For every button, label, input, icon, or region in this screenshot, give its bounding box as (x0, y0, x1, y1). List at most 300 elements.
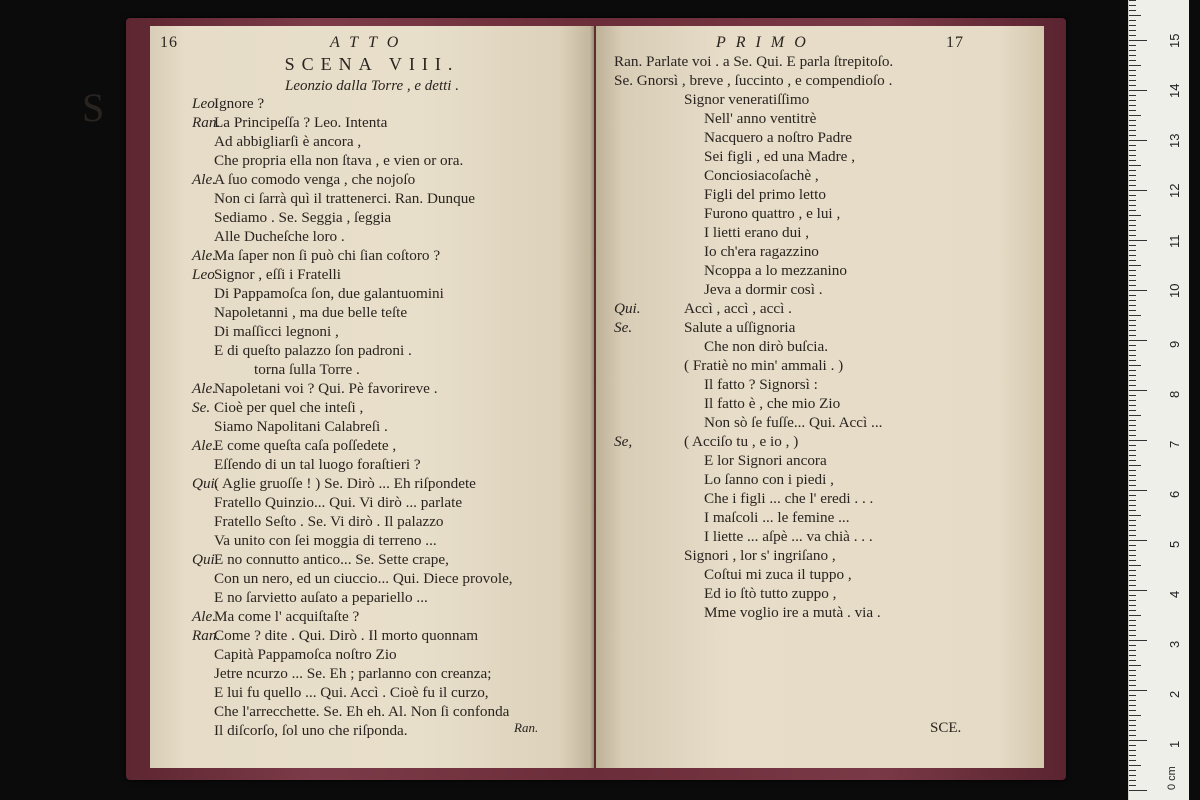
ruler-tick (1129, 385, 1136, 386)
text-line (192, 702, 509, 721)
text-line: Ale.E come queſta caſa poſſedete , (192, 437, 397, 454)
line-text: Ignore ? (214, 95, 265, 112)
ruler-tick (1129, 375, 1136, 376)
ruler-tick (1129, 75, 1136, 76)
ruler-tick (1129, 320, 1136, 321)
ruler-tick (1129, 790, 1147, 791)
ruler-tick (1129, 115, 1141, 116)
text-line: Ran.La Principeſſa ? Leo. Intenta (192, 114, 388, 131)
ruler-tick (1129, 135, 1136, 136)
ruler-tick (1129, 410, 1136, 411)
ruler-number: 15 (1167, 33, 1182, 48)
text-line (614, 90, 809, 109)
line-text: Mme voglio ire a mutà . via . (704, 604, 881, 621)
line-text: E no connutto antico... Se. Sette crape, (214, 551, 449, 568)
ruler-tick (1129, 625, 1136, 626)
ruler-tick (1129, 145, 1136, 146)
ruler-tick (1129, 465, 1141, 466)
ruler-tick (1129, 425, 1136, 426)
ruler-tick (1129, 390, 1147, 391)
ruler-number: 10 (1167, 283, 1182, 298)
ruler-tick (1129, 775, 1136, 776)
ruler-tick (1129, 445, 1136, 446)
text-line (614, 52, 893, 71)
ruler-tick (1129, 295, 1136, 296)
text-line (192, 512, 444, 531)
text-line (614, 109, 816, 128)
ruler-tick (1129, 185, 1136, 186)
line-text: Il fatto ? Signorsì : (704, 376, 818, 393)
scene-subtitle: Leonzio dalla Torre , e detti . (285, 78, 459, 94)
ruler-tick (1129, 155, 1136, 156)
ruler-tick (1129, 570, 1136, 571)
ruler-tick (1129, 545, 1136, 546)
ruler-tick (1129, 670, 1136, 671)
ruler-tick (1129, 240, 1147, 241)
ruler-tick (1129, 360, 1136, 361)
ruler-tick (1129, 575, 1136, 576)
line-text: torna ſulla Torre . (254, 361, 360, 378)
line-text: Eſſendo di un tal luogo foraſtieri ? (214, 456, 421, 473)
text-line (192, 645, 397, 664)
ruler-tick (1129, 400, 1136, 401)
ruler-number: 6 (1167, 490, 1182, 498)
line-text: Io ch'era ragazzino (704, 243, 819, 260)
text-line (192, 341, 412, 360)
line-text: Non ci ſarrà quì il trattenerci. Ran. Dunque (214, 190, 476, 207)
ruler-tick (1129, 60, 1136, 61)
ruler-tick (1129, 165, 1141, 166)
line-text: A ſuo comodo venga , che nojoſo (214, 171, 416, 188)
line-text: Il fatto è , che mio Zio (704, 395, 841, 412)
ruler-tick (1129, 230, 1136, 231)
text-line (614, 71, 892, 90)
ruler-tick (1129, 40, 1147, 41)
text-line (614, 584, 836, 603)
line-text: Se. Gnorsì , breve , ſuccinto , e compendioſo . (614, 72, 893, 89)
ruler-tick (1129, 770, 1136, 771)
ruler-tick (1129, 215, 1141, 216)
ruler-tick (1129, 565, 1141, 566)
line-text: Coſtui mi zuca il tuppo , (704, 566, 852, 583)
text-line (192, 493, 462, 512)
line-text: Ma come l' acquiſtaſte ? (214, 608, 360, 625)
ruler-tick (1129, 70, 1136, 71)
ruler-tick (1129, 600, 1136, 601)
ruler-number: 1 (1167, 740, 1182, 748)
line-text: ( Acciſo tu , e io , ) (684, 433, 799, 450)
text-line (614, 546, 836, 565)
ruler-number: 8 (1167, 390, 1182, 398)
text-line: Ale.Ma ſaper non ſi può chi ſian coſtoro ? (192, 247, 441, 264)
text-line (192, 151, 463, 170)
ruler-number: 9 (1167, 340, 1182, 348)
ruler-tick (1129, 580, 1136, 581)
ruler-tick (1129, 640, 1147, 641)
line-text: Siamo Napolitani Calabreſi . (214, 418, 388, 435)
ruler-tick (1129, 180, 1136, 181)
line-text: Va unito con ſei moggia di terreno ... (214, 532, 437, 549)
ruler-number: 4 (1167, 590, 1182, 598)
ruler-tick (1129, 595, 1136, 596)
ruler-number: 12 (1167, 183, 1182, 198)
ruler-tick (1129, 120, 1136, 121)
ruler-tick (1129, 105, 1136, 106)
line-text: Alle Ducheſche loro . (214, 228, 345, 245)
ruler-tick (1129, 170, 1136, 171)
line-text: I lietti erano dui , (704, 224, 810, 241)
ruler-tick (1129, 325, 1136, 326)
text-line: Qui.( Aglie gruoſſe ! ) Se. Dirò ... Eh riſpondete (192, 475, 476, 492)
ruler-tick (1129, 630, 1136, 631)
text-line: Qui.E no connutto antico... Se. Sette crape, (192, 551, 449, 568)
line-text: Di maſſicci legnoni , (214, 323, 339, 340)
text-line (192, 322, 339, 341)
ruler-tick (1129, 250, 1136, 251)
ruler-tick (1129, 520, 1136, 521)
ruler-tick (1129, 5, 1136, 6)
ruler-number: 5 (1167, 540, 1182, 548)
ruler-number: 14 (1167, 83, 1182, 98)
ruler-tick (1129, 460, 1136, 461)
text-line (614, 128, 852, 147)
ruler-tick (1129, 785, 1136, 786)
ruler-tick (1129, 780, 1136, 781)
text-line: LeoSignor , eſſi i Fratelli (192, 266, 341, 283)
catchword-left: Ran. (514, 720, 539, 735)
text-line (192, 284, 444, 303)
drop-capital: S (82, 85, 105, 130)
text-line: Ale.Napoletani voi ? Qui. Pè favorireve . (192, 380, 438, 397)
ruler-number: 11 (1167, 234, 1182, 248)
text-line: Se, ( Acciſo tu , e io , ) (614, 433, 799, 450)
ruler-number: 3 (1167, 640, 1182, 648)
text-line (614, 261, 847, 280)
ruler-tick (1129, 420, 1136, 421)
ruler-tick (1129, 720, 1136, 721)
text-line (192, 417, 388, 436)
ruler-tick (1129, 635, 1136, 636)
ruler-number: 2 (1167, 690, 1182, 698)
line-text: Sediamo . Se. Seggia , ſeggia (214, 209, 392, 226)
right-page (596, 26, 1044, 768)
ruler-tick (1129, 605, 1136, 606)
ruler-tick (1129, 750, 1136, 751)
line-text: Che propria ella non ſtava , e vien or ora. (214, 152, 464, 169)
text-line (192, 683, 489, 702)
page-number-left: 16 (160, 34, 178, 51)
line-text: E lor Signori ancora (704, 452, 827, 469)
ruler-tick (1129, 760, 1136, 761)
ruler-tick (1129, 415, 1141, 416)
text-line (192, 189, 475, 208)
ruler-tick (1129, 450, 1136, 451)
ruler-tick (1129, 110, 1136, 111)
ruler-tick (1129, 660, 1136, 661)
text-line: Se. Cioè per quel che inteſi , (192, 399, 364, 416)
line-text: Capità Pappamoſca noſtro Zio (214, 646, 397, 663)
scene-title: SCENA VIII. (284, 54, 460, 74)
ruler-tick (1129, 285, 1136, 286)
line-text: ( Aglie gruoſſe ! ) Se. Dirò ... Eh riſpondete (214, 475, 476, 492)
line-text: Di Pappamoſca ſon, due galantuomini (214, 285, 444, 302)
text-line (192, 227, 345, 246)
ruler-tick (1129, 530, 1136, 531)
ruler-tick (1129, 235, 1136, 236)
ruler-tick (1129, 95, 1136, 96)
line-text: Napoletanni , ma due belle teſte (214, 304, 408, 321)
ruler-tick (1129, 650, 1136, 651)
ruler-unit-label: 0 cm (1166, 766, 1178, 790)
ruler-tick (1129, 190, 1147, 191)
ruler-tick (1129, 440, 1147, 441)
text-line (614, 280, 823, 299)
ruler-tick (1129, 365, 1141, 366)
ruler-tick (1129, 405, 1136, 406)
ruler-tick (1129, 535, 1136, 536)
ruler-tick (1129, 260, 1136, 261)
line-text: Che non dirò buſcia. (704, 338, 829, 355)
ruler-tick (1129, 275, 1136, 276)
text-line (192, 360, 360, 379)
line-text: Furono quattro , e lui , (704, 205, 841, 222)
ruler-tick (1129, 85, 1136, 86)
text-line (614, 242, 819, 261)
line-text: Che l'arrecchette. Se. Eh eh. Al. Non ſi confonda (214, 703, 510, 720)
ruler-tick (1129, 290, 1147, 291)
ruler-tick (1129, 715, 1141, 716)
ruler-tick (1129, 30, 1136, 31)
ruler-tick (1129, 645, 1136, 646)
ruler-tick (1129, 15, 1141, 16)
ruler-tick (1129, 0, 1136, 1)
text-line: Ale.A ſuo comodo venga , che nojoſo (192, 171, 416, 188)
ruler-tick (1129, 205, 1136, 206)
text-line (614, 565, 852, 584)
line-text: Accì , accì , accì . (684, 300, 792, 317)
ruler-tick (1129, 435, 1136, 436)
ruler-tick (1129, 665, 1141, 666)
ruler-tick (1129, 555, 1136, 556)
ruler-number: 13 (1167, 133, 1182, 148)
ruler-tick (1129, 610, 1136, 611)
line-text: Nacquero a noſtro Padre (704, 129, 853, 146)
ruler-tick (1129, 675, 1136, 676)
ruler-tick (1129, 505, 1136, 506)
ruler-tick (1129, 510, 1136, 511)
ruler-tick (1129, 730, 1136, 731)
ruler-tick (1129, 745, 1136, 746)
ruler-tick (1129, 25, 1136, 26)
ruler-tick (1129, 280, 1136, 281)
text-line (614, 527, 873, 546)
ruler-tick (1129, 370, 1136, 371)
ruler-tick (1129, 150, 1136, 151)
ruler-tick (1129, 140, 1147, 141)
ruler-tick (1129, 100, 1136, 101)
ruler-tick (1129, 725, 1136, 726)
ruler-tick (1129, 690, 1147, 691)
text-line (614, 166, 819, 185)
text-line (192, 455, 421, 474)
ruler-tick (1129, 225, 1136, 226)
text-line (192, 132, 361, 151)
line-text: Con un nero, ed un ciuccio... Qui. Diece provole, (214, 570, 513, 587)
running-head-right: PRIMO (716, 34, 816, 51)
text-line (192, 208, 391, 227)
ruler-tick (1129, 740, 1147, 741)
line-text: Lo ſanno con i piedi , (704, 471, 834, 488)
ruler-tick (1129, 50, 1136, 51)
ruler-tick (1129, 395, 1136, 396)
line-text: I maſcoli ... le femine ... (704, 509, 850, 526)
ruler-tick (1129, 540, 1147, 541)
text-line (614, 470, 834, 489)
ruler-tick (1129, 345, 1136, 346)
line-text: Salute a uſſignoria (684, 319, 796, 336)
text-line (614, 394, 840, 413)
text-line (614, 185, 826, 204)
line-text: Ad abbigliarſi è ancora , (214, 133, 362, 150)
line-text: Figli del primo letto (704, 186, 826, 203)
line-text: Ran. Parlate voi . a Se. Qui. E parla ſtrepitoſo. (614, 53, 894, 70)
ruler-tick (1129, 710, 1136, 711)
line-text: Non sò ſe fuſſe... Qui. Accì ... (704, 414, 883, 431)
ruler-tick (1129, 210, 1136, 211)
line-text: Sei figli , ed una Madre , (704, 148, 855, 165)
ruler-tick (1129, 485, 1136, 486)
line-text: Signori , lor s' ingriſano , (684, 547, 836, 564)
text-line (614, 223, 809, 242)
text-line (192, 588, 428, 607)
line-text: Nell' anno ventitrè (704, 110, 817, 127)
line-text: Il diſcorſo, ſol uno che riſponda. (214, 722, 408, 739)
line-text: I liette ... aſpè ... va chià . . . (704, 528, 873, 545)
text-line (192, 531, 437, 550)
ruler-tick (1129, 20, 1136, 21)
ruler-tick (1129, 705, 1136, 706)
ruler-tick (1129, 685, 1136, 686)
line-text: Napoletani voi ? Qui. Pè favorireve . (214, 380, 438, 397)
ruler-tick (1129, 300, 1136, 301)
ruler-tick (1129, 430, 1136, 431)
ruler-tick (1129, 550, 1136, 551)
ruler-tick (1129, 380, 1136, 381)
ruler-tick (1129, 560, 1136, 561)
text-line (192, 569, 513, 588)
ruler-tick (1129, 80, 1136, 81)
ruler-tick (1129, 475, 1136, 476)
line-text: E come queſta caſa poſſedete , (214, 437, 397, 454)
line-text: Ed io ſtò tutto zuppo , (704, 585, 837, 602)
ruler-tick (1129, 655, 1136, 656)
line-text: Fratello Quinzio... Qui. Vi dirò ... parlate (214, 494, 463, 511)
line-text: Ma ſaper non ſi può chi ſian coſtoro ? (214, 247, 441, 264)
ruler-number: 7 (1167, 440, 1182, 448)
line-text: E lui fu quello ... Qui. Accì . Cioè fu il curzo, (214, 684, 489, 701)
text-line (614, 356, 843, 375)
line-text: Signor , eſſi i Fratelli (214, 266, 341, 283)
ruler-tick (1129, 160, 1136, 161)
ruler-tick (1129, 620, 1136, 621)
ruler-tick (1129, 700, 1136, 701)
ruler-tick (1129, 245, 1136, 246)
ruler-tick (1129, 10, 1136, 11)
text-line: Ale.Ma come l' acquiſtaſte ? (192, 608, 360, 625)
ruler-tick (1129, 470, 1136, 471)
text-line (614, 375, 818, 394)
text-line: Ran.Come ? dite . Qui. Dirò . Il morto quonnam (192, 627, 479, 644)
ruler-tick (1129, 455, 1136, 456)
text-line (614, 413, 882, 432)
left-page (150, 26, 594, 768)
ruler-tick (1129, 90, 1147, 91)
line-text: E no ſarvietto auſato a pepariello ... (214, 589, 428, 606)
line-text: E di queſto palazzo ſon padroni . (214, 342, 412, 359)
ruler-tick (1129, 480, 1136, 481)
line-text: La Principeſſa ? Leo. Intenta (214, 114, 388, 131)
text-line: Qui. Accì , accì , accì . (614, 300, 792, 317)
ruler-tick (1129, 735, 1136, 736)
text-line (614, 147, 855, 166)
running-head-left: ATTO (330, 34, 409, 51)
ruler-tick (1129, 175, 1136, 176)
ruler-tick (1129, 65, 1141, 66)
catchword-right: SCE. (930, 720, 962, 736)
ruler-tick (1129, 195, 1136, 196)
ruler-tick (1129, 680, 1136, 681)
line-text: Jeva a dormir così . (704, 281, 823, 298)
page-number-right: 17 (946, 34, 964, 51)
text-line (192, 664, 491, 683)
ruler-tick (1129, 615, 1141, 616)
ruler-tick (1129, 695, 1136, 696)
ruler-tick (1129, 265, 1141, 266)
ruler-tick (1129, 305, 1136, 306)
ruler-tick (1129, 495, 1136, 496)
line-text: Come ? dite . Qui. Dirò . Il morto quonnam (214, 627, 479, 644)
ruler-tick (1129, 130, 1136, 131)
line-text: Che i figli ... che l' eredi . . . (704, 490, 874, 507)
text-line (614, 337, 828, 356)
ruler-tick (1129, 220, 1136, 221)
ruler-tick (1129, 45, 1136, 46)
text-line (614, 603, 881, 622)
text-line (192, 721, 408, 740)
line-text: Ncoppa a lo mezzanino (704, 262, 847, 279)
ruler-tick (1129, 525, 1136, 526)
ruler-tick (1129, 270, 1136, 271)
line-text: Cioè per quel che inteſi , (214, 399, 364, 416)
text-line (614, 451, 827, 470)
ruler-tick (1129, 255, 1136, 256)
ruler-tick (1129, 35, 1136, 36)
ruler-tick (1129, 590, 1147, 591)
ruler-tick (1129, 755, 1136, 756)
line-text: Jetre ncurzo ... Se. Eh ; parlanno con creanza; (214, 665, 492, 682)
ruler-tick (1129, 355, 1136, 356)
text-line (614, 204, 840, 223)
ruler-tick (1129, 340, 1147, 341)
ruler-tick (1129, 55, 1136, 56)
line-text: Fratello Seſto . Se. Vi dirò . Il palazzo (214, 513, 444, 530)
ruler-tick (1129, 125, 1136, 126)
ruler-tick (1129, 315, 1141, 316)
ruler-tick (1129, 500, 1136, 501)
text-line: Se. Salute a uſſignoria (614, 319, 796, 336)
text-line (192, 303, 407, 322)
ruler-tick (1129, 490, 1147, 491)
